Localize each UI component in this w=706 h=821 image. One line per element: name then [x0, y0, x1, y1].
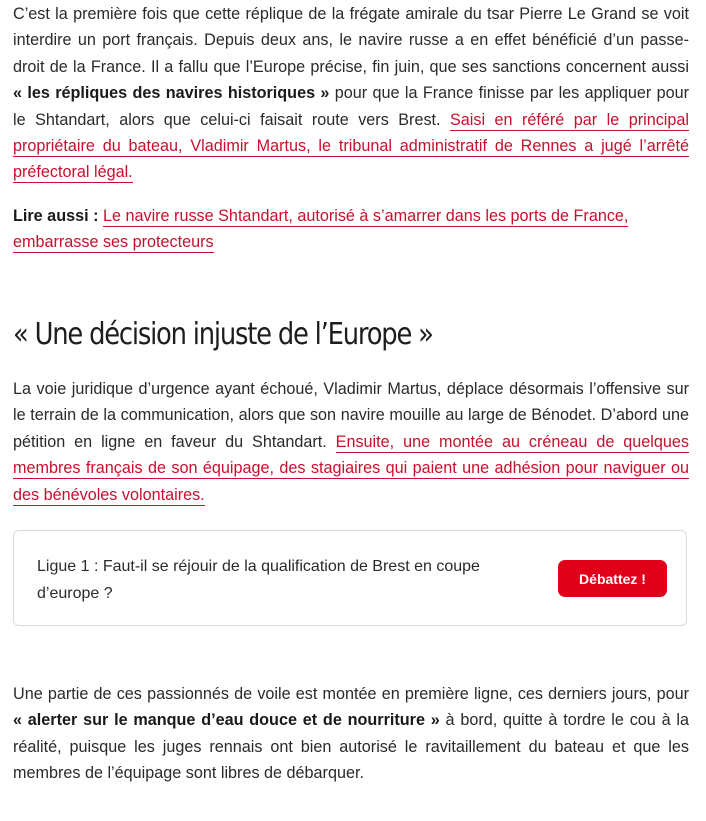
debate-widget — [13, 530, 687, 626]
read-also-label: Lire aussi : — [13, 207, 99, 225]
paragraph-front-line — [13, 681, 689, 787]
paragraph-sanctions — [13, 1, 689, 186]
debate-button[interactable]: Débattez ! — [558, 560, 667, 597]
section-heading: « Une décision injuste de l’Europe » — [13, 317, 433, 352]
paragraph-text: pour que la France finisse par les appliquer pour le Shtandart, alors que celui-ci faisait route vers Brest. — [13, 84, 689, 129]
quote-historic-replicas: « les répliques des navires historiques » — [13, 84, 330, 103]
quote-water-food: « alerter sur le manque d’eau douce et de nourriture » — [13, 711, 440, 730]
paragraph-communication — [13, 376, 689, 508]
paragraph-text: Une partie de ces passionnés de voile est montée en première ligne, ces derniers jours, pour — [13, 685, 689, 703]
tribunal-ruling-link[interactable]: Saisi en référé par le principal propriétaire du bateau, Vladimir Martus, le tribunal administratif de Rennes a jugé l’arrêté préfectoral légal. — [13, 110, 689, 182]
paragraph-text: C’est la première fois que cette réplique de la frégate amirale du tsar Pierre Le Grand se voit interdire un port français. Depuis deux ans, le navire russe a en effet bénéficié d’un passe-droit de la France. Il a fallu que l’Europe précise, fin juin, que ses sanctions concernent aussi — [13, 5, 689, 76]
read-also — [13, 203, 689, 256]
crew-members-link[interactable]: Ensuite, une montée au créneau de quelques membres français de son équipage, des stagiaires qui paient une adhésion pour naviguer ou des bénévoles volontaires. — [13, 432, 689, 504]
debate-question: Ligue 1 : Faut-il se réjouir de la qualification de Brest en coupe d’europe ? — [37, 558, 480, 602]
paragraph-text: La voie juridique d’urgence ayant échoué, Vladimir Martus, déplace désormais l’offensive sur le terrain de la communication, alors que son navire mouille au large de Bénodet. D’abord une pétition en ligne en faveur du Shtandart. — [13, 380, 689, 451]
paragraph-text: à bord, quitte à tordre le cou à la réalité, puisque les juges rennais ont bien autorisé le ravitaillement du bateau et que les membres de l’équipage sont libres de débarquer. — [13, 711, 689, 783]
read-also-link[interactable]: Le navire russe Shtandart, autorisé à s’amarrer dans les ports de France, embarrasse ses protecteurs — [13, 207, 629, 252]
